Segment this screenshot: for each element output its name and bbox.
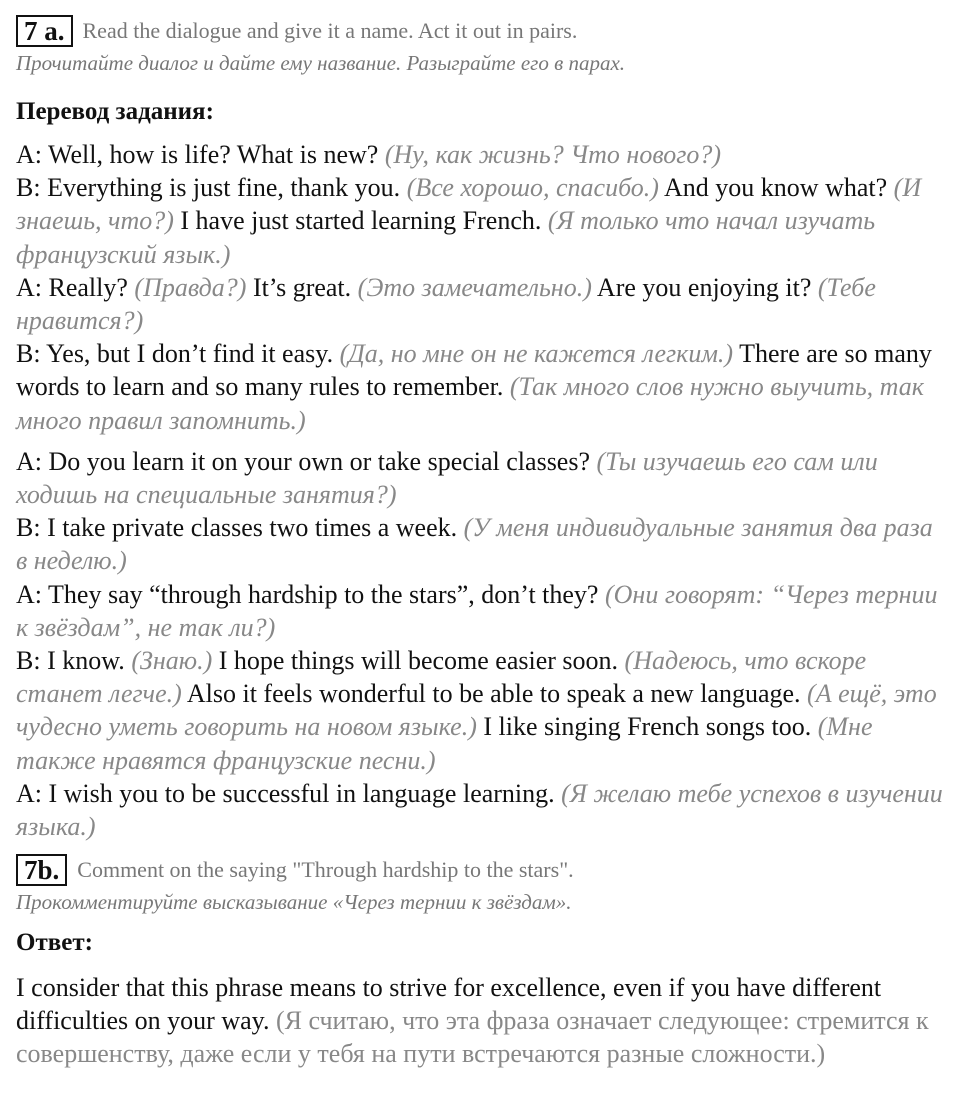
phrase-en: And you know what? [658,173,894,203]
dialogue-line [16,171,946,271]
dialogue-line [16,138,946,171]
task-7a-instruction-en: Read the dialogue and give it a name. Act it out in pairs. [82,18,578,43]
translation-ru: (А ещё, это чудесно уметь говорить на новом языке.) [16,679,937,742]
dialogue-line [16,578,946,644]
phrase-en: Are you enjoying it? [591,272,818,302]
dialogue [16,138,946,843]
dialogue-line [16,777,946,843]
task-7a-header [16,14,946,48]
phrase-en: A: I wish you to be successful in language learning. [16,778,562,808]
translation-ru: (Это замечательно.) [357,272,592,302]
phrase-en: B: Yes, but I don’t find it easy. [16,339,340,369]
answer-en: I consider that this phrase means to strive for excellence, even if you have different difficulties on your way. [16,973,882,1036]
dialogue-line [16,337,946,437]
task-7b-instruction-ru: Прокомментируйте высказывание «Через тернии к звёздам». [16,890,572,915]
dialogue-line [16,271,946,337]
task-number-7a: 7 a. [16,15,73,47]
phrase-en: It’s great. [246,272,358,302]
translation-ru: (Мне также нравятся французские песни.) [16,712,873,775]
translation-ru: (Так много слов нужно выучить, так много правил запомнить.) [16,372,924,435]
phrase-en: A: Really? [16,272,135,302]
translation-ru: (Они говорят: “Через тернии к звёздам”, не так ли?) [16,579,938,642]
translation-ru: (Надеюсь, что вскоре станет легче.) [16,646,867,709]
phrase-en: B: I take private classes two times a week. [16,513,464,543]
phrase-en: I hope things will become easier soon. [212,646,625,676]
phrase-en: Also it feels wonderful to be able to speak a new language. [181,679,808,709]
answer-ru: (Я считаю, что эта фраза означает следующее: стремится к совершенству, даже если у тебя на пути встречаются разные сложности.) [16,1006,929,1069]
phrase-en: A: They say “through hardship to the stars”, don’t they? [16,579,605,609]
translation-ru: (Я только что начал изучать французский язык.) [16,206,876,269]
translation-ru: (И знаешь, что?) [16,173,922,236]
answer-paragraph [16,971,946,1070]
dialogue-line [16,445,946,511]
dialogue-line [16,644,946,777]
translation-ru: (Ну, как жизнь? Что нового?) [384,140,722,169]
phrase-en: I like singing French songs too. [476,712,818,742]
translation-ru: (Да, но мне он не кажется легким.) [339,339,734,369]
phrase-en: There are so many words to learn and so many rules to remember. [16,339,932,402]
translation-ru: (Все хорошо, спасибо.) [406,173,659,203]
phrase-en: I have just started learning French. [173,206,548,236]
phrase-en: B: I know. [16,646,132,676]
phrase-en: A: Do you learn it on your own or take special classes? [16,446,597,476]
phrase-en: A: Well, how is life? What is new? [16,140,385,169]
answer-heading: Ответ: [16,929,93,957]
translation-ru: (Ты изучаешь его сам или ходишь на специальные занятия?) [16,446,878,510]
translation-ru: (Я желаю тебе успехов в изучении языка.) [16,778,943,842]
dialogue-line [16,511,946,577]
translation-ru: (Правда?) [134,272,247,302]
translation-ru: (Знаю.) [131,646,213,676]
translation-ru: (Тебе нравится?) [16,272,876,336]
task-number-7b: 7b. [16,854,67,886]
page [16,14,946,1070]
task-7b-header [16,853,946,887]
task-7b-instruction-en: Comment on the saying "Through hardship to the stars". [77,857,574,883]
task-7a-instruction-ru: Прочитайте диалог и дайте ему название. Разыграйте его в парах. [16,51,626,75]
translation-ru: (У меня индивидуальные занятия два раза в неделю.) [16,513,933,576]
phrase-en: B: Everything is just fine, thank you. [16,173,407,203]
translation-heading: Перевод задания: [16,98,214,125]
